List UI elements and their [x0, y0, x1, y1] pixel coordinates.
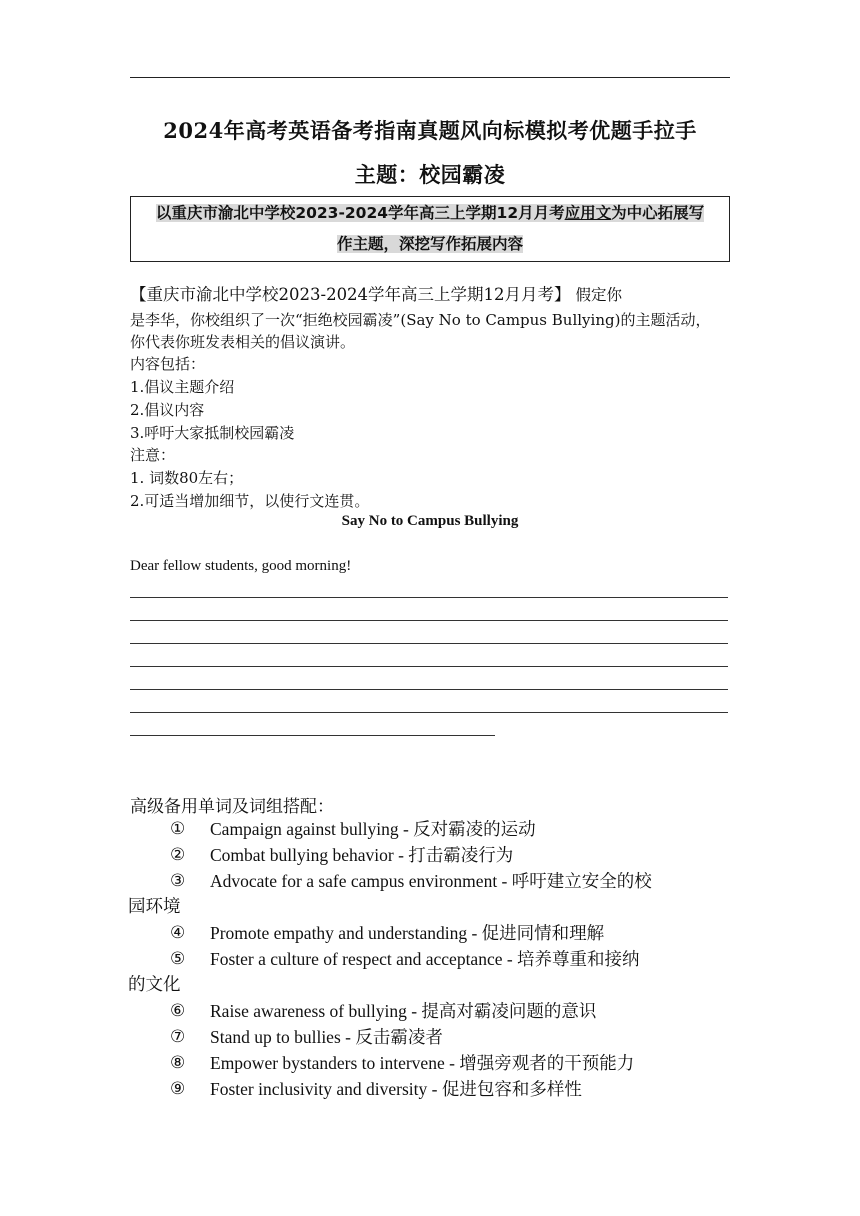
writing-line: [130, 666, 728, 667]
vocab-term: Foster a culture of respect and acceptance - 培养尊重和接纳: [210, 949, 640, 969]
vocab-term: Raise awareness of bullying - 提高对霸凌问题的意识: [210, 1001, 597, 1021]
writing-line: [130, 620, 728, 621]
writing-line: [130, 689, 728, 690]
task-heading: [130, 281, 622, 305]
task-line-7: 注意：: [130, 446, 176, 464]
theme-text-part3: 为中心拓展写: [611, 204, 705, 222]
theme-box: [130, 196, 730, 262]
task-heading-tail: 假定你: [570, 286, 622, 304]
vocab-term-continued: 的文化: [128, 975, 181, 995]
task-line-9: 2.可适当增加细节，以使行文连贯。: [130, 492, 370, 510]
vocab-term: Foster inclusivity and diversity - 促进包容和多样性: [210, 1079, 582, 1099]
theme-line-1: [131, 198, 729, 229]
vocab-term: Campaign against bullying - 反对霸凌的运动: [210, 819, 536, 839]
vocab-number: ⑤: [170, 949, 186, 969]
vocab-term: Advocate for a safe campus environment - 呼吁建立安全的校: [210, 871, 652, 891]
vocab-number: ⑥: [170, 1001, 186, 1021]
task-line-3: 内容包括：: [130, 355, 206, 373]
vocab-term: Combat bullying behavior - 打击霸凌行为: [210, 845, 514, 865]
document-title: 2024年高考英语备考指南真题风向标模拟考优题手拉手: [163, 118, 697, 143]
vocab-number: ⑦: [170, 1027, 186, 1047]
task-source: 【重庆市渝北中学校2023-2024学年高三上学期12月月考】: [130, 285, 571, 304]
theme-text-part2: 应用文: [564, 204, 612, 222]
vocab-number: ④: [170, 923, 186, 943]
vocab-heading: 高级备用单词及词组搭配：: [130, 797, 334, 817]
theme-text-part1: 以重庆市渝北中学校2023-2024学年高三上学期12月月考: [155, 204, 565, 222]
header-rule: [130, 77, 730, 78]
essay-title: Say No to Campus Bullying: [341, 513, 519, 529]
theme-line-2: [131, 229, 729, 260]
vocab-term: Stand up to bullies - 反击霸凌者: [210, 1027, 443, 1047]
task-line-4: 1.倡议主题介绍: [130, 378, 235, 396]
vocab-number: ⑨: [170, 1079, 186, 1099]
writing-line: [130, 597, 728, 598]
vocab-number: ③: [170, 871, 186, 891]
task-line-6: 3.呼吁大家抵制校园霸凌: [130, 424, 295, 442]
vocab-term: Promote empathy and understanding - 促进同情和理解: [210, 923, 605, 943]
essay-greeting: Dear fellow students, good morning!: [130, 558, 352, 574]
vocab-number: ②: [170, 845, 186, 865]
vocab-number: ①: [170, 819, 186, 839]
theme-text-line2: 作主题，深挖写作拓展内容: [336, 235, 523, 253]
writing-line: [130, 643, 728, 644]
task-line-1: 是李华，你校组织了一次“拒绝校园霸凌”(Say No to Campus Bullying)的主题活动，: [130, 311, 711, 329]
vocab-term-continued: 园环境: [128, 897, 181, 917]
vocab-number: ⑧: [170, 1053, 186, 1073]
task-line-2: 你代表你班发表相关的倡议演讲。: [130, 333, 356, 351]
document-subtitle: 主题：校园霸凌: [354, 162, 506, 187]
task-line-8: 1. 词数80左右；: [130, 469, 244, 487]
writing-line: [130, 712, 728, 713]
task-line-5: 2.倡议内容: [130, 401, 205, 419]
vocab-term: Empower bystanders to intervene - 增强旁观者的干预能力: [210, 1053, 635, 1073]
writing-line-short: [130, 735, 495, 736]
